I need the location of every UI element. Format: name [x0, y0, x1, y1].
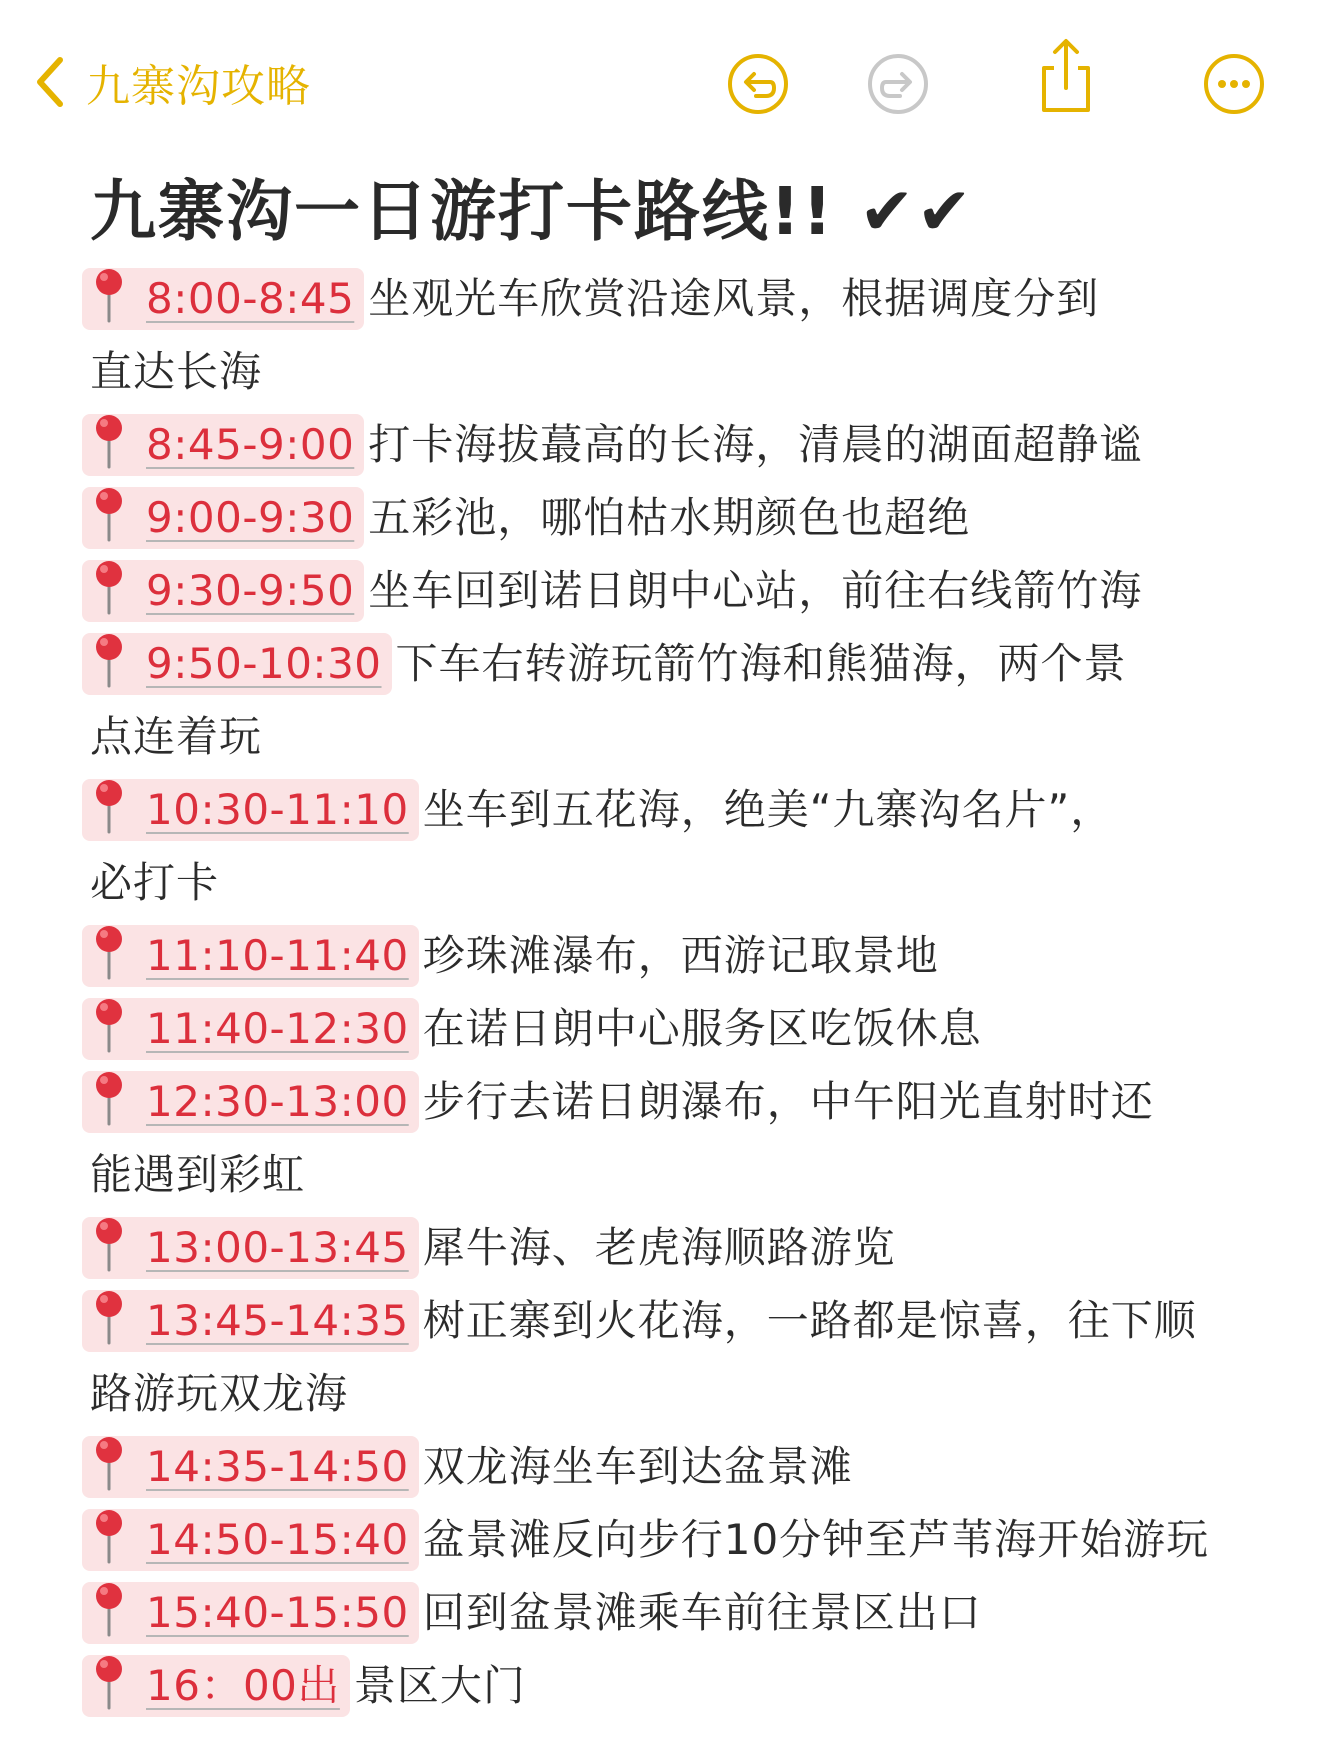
itinerary-description: 景区大门 — [353, 1661, 526, 1710]
pushpin-icon — [90, 1508, 128, 1564]
itinerary-item — [90, 992, 1260, 1065]
itinerary-item — [90, 919, 1260, 992]
itinerary-item — [90, 1430, 1260, 1503]
itinerary-item — [90, 627, 1260, 700]
time-range: 9:50-10:30 — [146, 639, 382, 688]
itinerary-continuation — [90, 700, 1260, 773]
back-label: 九寨沟攻略 — [86, 61, 311, 112]
time-highlight — [82, 1217, 419, 1279]
itinerary-description: 坐车到五花海，绝美“九寨沟名片”， — [422, 785, 1114, 834]
itinerary-description: 打卡海拔蕞高的长海，清晨的湖面超静谧 — [368, 420, 1143, 469]
notes-toolbar — [0, 0, 1320, 160]
itinerary-description: 步行去诺日朗瀑布，中午阳光直射时还 — [422, 1077, 1154, 1126]
time-range: 10:30-11:10 — [146, 785, 409, 834]
itinerary-description-cont: 路游玩双龙海 — [90, 1369, 349, 1418]
itinerary-item — [90, 481, 1260, 554]
pushpin-icon — [90, 1216, 128, 1272]
itinerary-description-cont: 能遇到彩虹 — [90, 1150, 306, 1199]
time-highlight — [82, 487, 364, 549]
itinerary-description-cont: 必打卡 — [90, 858, 220, 907]
back-button[interactable] — [34, 52, 311, 112]
time-highlight — [82, 1071, 419, 1133]
itinerary-description: 在诺日朗中心服务区吃饭休息 — [422, 1004, 982, 1053]
time-highlight — [82, 633, 392, 695]
chevron-left-icon — [34, 56, 64, 108]
itinerary-continuation — [90, 846, 1260, 919]
time-range: 9:30-9:50 — [146, 566, 355, 615]
time-range: 11:40-12:30 — [146, 1004, 409, 1053]
itinerary-item — [90, 1065, 1260, 1138]
time-highlight — [82, 560, 364, 622]
pushpin-icon — [90, 1581, 128, 1637]
pushpin-icon — [90, 1654, 128, 1710]
itinerary-item — [90, 1649, 1260, 1722]
time-range: 8:00-8:45 — [146, 274, 355, 323]
itinerary-item — [90, 408, 1260, 481]
time-highlight — [82, 1436, 419, 1498]
time-highlight — [82, 414, 364, 476]
redo-icon — [866, 52, 930, 116]
time-range: 11:10-11:40 — [146, 931, 409, 980]
pushpin-icon — [90, 559, 128, 615]
undo-icon — [726, 52, 790, 116]
itinerary-continuation — [90, 1357, 1260, 1430]
time-range: 14:50-15:40 — [146, 1515, 409, 1564]
itinerary-item — [90, 1503, 1260, 1576]
undo-button[interactable] — [722, 48, 794, 120]
itinerary-description: 珍珠滩瀑布，西游记取景地 — [422, 931, 939, 980]
itinerary-description-cont: 点连着玩 — [90, 712, 263, 761]
itinerary-continuation — [90, 335, 1260, 408]
time-range: 12:30-13:00 — [146, 1077, 409, 1126]
pushpin-icon — [90, 413, 128, 469]
itinerary-item — [90, 773, 1260, 846]
pushpin-icon — [90, 997, 128, 1053]
pushpin-icon — [90, 632, 128, 688]
pushpin-icon — [90, 1435, 128, 1491]
time-highlight — [82, 268, 364, 330]
time-range: 9:00-9:30 — [146, 493, 355, 542]
itinerary-item — [90, 1576, 1260, 1649]
pushpin-icon — [90, 1070, 128, 1126]
itinerary-description: 下车右转游玩箭竹海和熊猫海，两个景 — [395, 639, 1127, 688]
itinerary-description-cont: 直达长海 — [90, 347, 263, 396]
share-icon — [1034, 36, 1098, 116]
time-range: 14:35-14:50 — [146, 1442, 409, 1491]
itinerary-description: 坐车回到诺日朗中心站，前往右线箭竹海 — [368, 566, 1143, 615]
pushpin-icon — [90, 924, 128, 980]
time-highlight — [82, 998, 419, 1060]
note-title: 九寨沟一日游打卡路线!! ✔︎✔︎ — [90, 173, 974, 250]
more-icon — [1202, 52, 1266, 116]
more-button[interactable] — [1198, 48, 1270, 120]
pushpin-icon — [90, 267, 128, 323]
time-highlight — [82, 1290, 419, 1352]
time-range: 16：00出 — [146, 1661, 340, 1710]
time-range: 15:40-15:50 — [146, 1588, 409, 1637]
itinerary-description: 坐观光车欣赏沿途风景，根据调度分到 — [368, 274, 1100, 323]
itinerary-item — [90, 1211, 1260, 1284]
itinerary-description: 回到盆景滩乘车前往景区出口 — [422, 1588, 982, 1637]
itinerary-item — [90, 262, 1260, 335]
time-range: 8:45-9:00 — [146, 420, 355, 469]
itinerary-continuation — [90, 1138, 1260, 1211]
itinerary-item — [90, 554, 1260, 627]
itinerary-description: 双龙海坐车到达盆景滩 — [422, 1442, 853, 1491]
itinerary-description: 盆景滩反向步行10分钟至芦苇海开始游玩 — [422, 1515, 1210, 1564]
pushpin-icon — [90, 778, 128, 834]
time-range: 13:45-14:35 — [146, 1296, 409, 1345]
time-highlight — [82, 1509, 419, 1571]
time-highlight — [82, 1582, 419, 1644]
pushpin-icon — [90, 486, 128, 542]
pushpin-icon — [90, 1289, 128, 1345]
itinerary-list — [90, 262, 1260, 1722]
itinerary-description: 树正寨到火花海，一路都是惊喜，往下顺 — [422, 1296, 1197, 1345]
share-button[interactable] — [1030, 40, 1102, 112]
itinerary-description: 五彩池，哪怕枯水期颜色也超绝 — [368, 493, 971, 542]
itinerary-description: 犀牛海、老虎海顺路游览 — [422, 1223, 896, 1272]
time-highlight — [82, 1655, 350, 1717]
itinerary-item — [90, 1284, 1260, 1357]
redo-button[interactable] — [862, 48, 934, 120]
time-highlight — [82, 925, 419, 987]
time-highlight — [82, 779, 419, 841]
time-range: 13:00-13:45 — [146, 1223, 409, 1272]
